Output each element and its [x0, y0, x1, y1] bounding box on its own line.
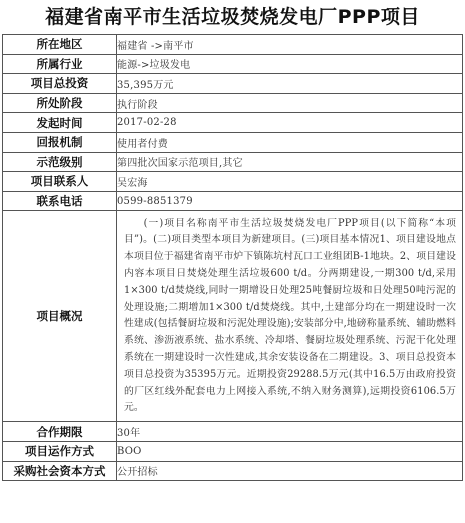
row-value: 30年	[117, 422, 463, 442]
row-label: 项目联系人	[3, 172, 117, 192]
project-info-table	[2, 34, 463, 481]
row-label: 项目概况	[3, 211, 117, 422]
row-value: 使用者付费	[117, 132, 463, 152]
row-value: 35,395万元	[117, 74, 463, 94]
table-row	[3, 132, 463, 152]
row-label: 所处阶段	[3, 93, 117, 113]
row-label: 项目总投资	[3, 74, 117, 94]
table-row	[3, 113, 463, 133]
table-row	[3, 422, 463, 442]
row-label: 联系电话	[3, 191, 117, 211]
row-value: 2017-02-28	[117, 113, 463, 133]
table-row	[3, 93, 463, 113]
table-row	[3, 152, 463, 172]
table-row	[3, 54, 463, 74]
row-label: 项目运作方式	[3, 441, 117, 461]
row-value: 0599-8851379	[117, 191, 463, 211]
row-label: 回报机制	[3, 132, 117, 152]
table-row	[3, 74, 463, 94]
row-value: 能源->垃圾发电	[117, 54, 463, 74]
row-value: 吴宏海	[117, 172, 463, 192]
table-row	[3, 191, 463, 211]
table-row	[3, 461, 463, 481]
row-label: 采购社会资本方式	[3, 461, 117, 481]
table-row	[3, 441, 463, 461]
table-row	[3, 35, 463, 55]
row-label: 所属行业	[3, 54, 117, 74]
row-value: 公开招标	[117, 461, 463, 481]
row-label: 合作期限	[3, 422, 117, 442]
row-label: 发起时间	[3, 113, 117, 133]
row-label: 所在地区	[3, 35, 117, 55]
table-row	[3, 172, 463, 192]
project-overview-text: (一)项目名称南平市生活垃圾焚烧发电厂PPP项目(以下简称“本项目”)。(二)项目类型本项目为新建项目。(三)项目基本情况1、项目建设地点本项目位于福建省南平市炉下镇陈坑村瓦口工业组团B-1地块。2、项目建设内容本项目日焚烧处理生活垃圾600 t/d。分两期建设,一期300 t/d,采用1×300 t/d焚烧线,同时一期增设日处理25吨餐厨垃圾和日处理50吨污泥的处理设施;二期增加1×300 t/d焚烧线。其中,土建部分均在一期建设时一次性建成(包括餐厨垃圾和污泥处理设施);安装部分中,地磅称量系统、辅助燃料系统、渗沥液系统、盐水系统、冷却塔、餐厨垃圾处理系统、污泥干化处理系统在一期建设时一次性建成,其余安装设备在二期建设。3、项目总投资本项目总投资为35395万元。近期投资29288.5万元(其中16.5万由政府投资的厂区红线外配套电力上网接入系统,不纳入财务测算),远期投资6106.5万元。	[117, 211, 463, 422]
row-value: 执行阶段	[117, 93, 463, 113]
row-value: BOO	[117, 441, 463, 461]
row-label: 示范级别	[3, 152, 117, 172]
page-title: 福建省南平市生活垃圾焚烧发电厂PPP项目	[45, 6, 420, 28]
table-row	[3, 211, 463, 422]
row-value: 福建省 ->南平市	[117, 35, 463, 55]
row-value: 第四批次国家示范项目,其它	[117, 152, 463, 172]
